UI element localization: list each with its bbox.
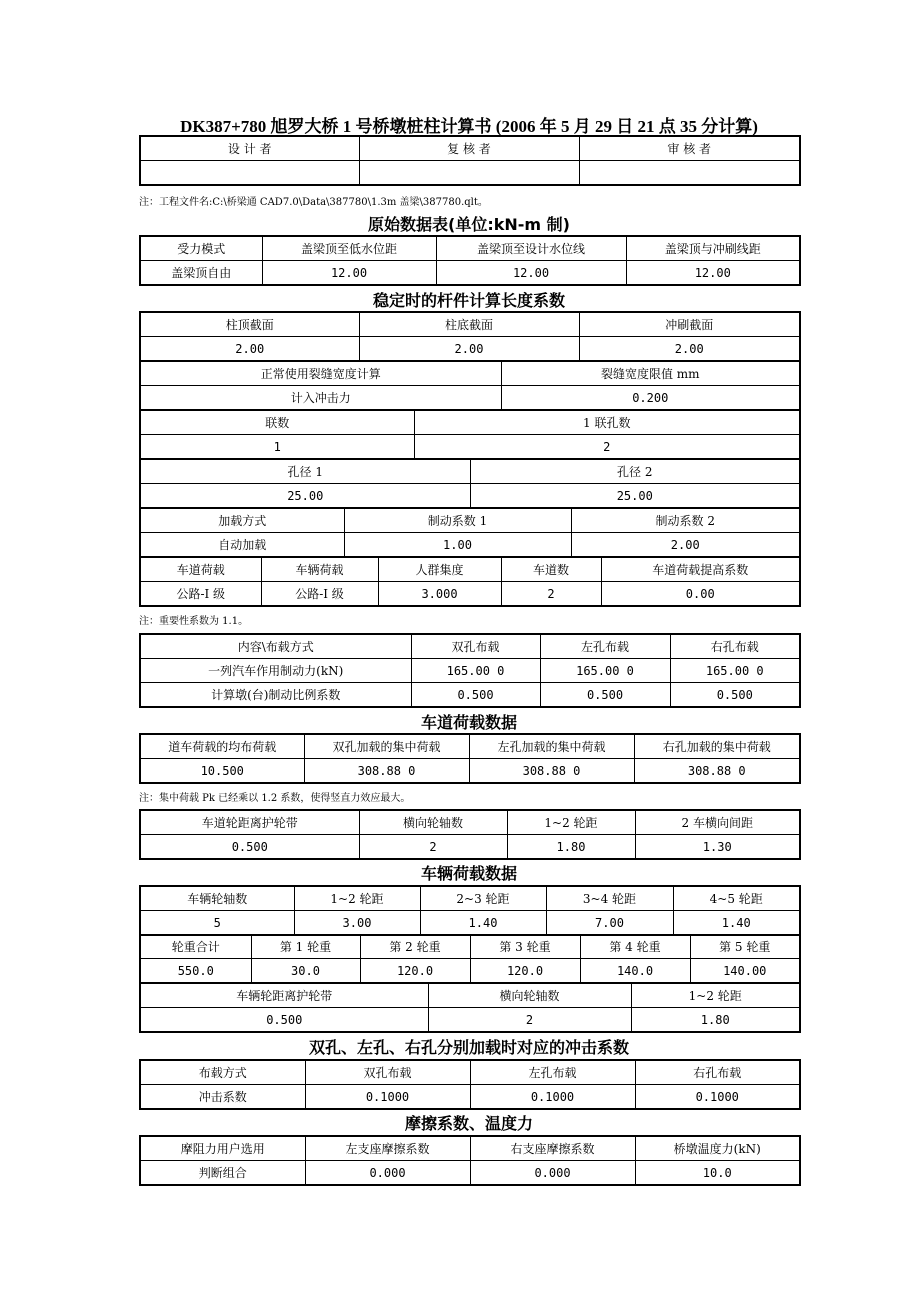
lane-load-header: 右孔加载的集中荷载 (634, 734, 800, 759)
stability-cell: 2.00 (140, 337, 359, 362)
approver-value (579, 161, 800, 186)
wheel-weight-header: 第 2 轮重 (360, 935, 470, 959)
document-title: DK387+780 旭罗大桥 1 号桥墩桩柱计算书 (2006 年 5 月 29 日 21 点 35 分计算) (180, 117, 758, 136)
stability-table (139, 311, 801, 362)
wheel-weight-header: 第 1 轮重 (251, 935, 360, 959)
axle-header: 车辆轮轴数 (140, 886, 294, 911)
impact-cell: 0.1000 (635, 1085, 800, 1110)
impact-header: 右孔布载 (635, 1060, 800, 1085)
section-lane-title: 车道荷载数据 (420, 713, 517, 732)
raw-cell: 12.00 (262, 261, 436, 286)
impact-header: 双孔布载 (305, 1060, 470, 1085)
lane-wheel-cell: 1.80 (507, 835, 635, 860)
hole-header: 孔径 1 (140, 460, 470, 484)
braking-header: 右孔布载 (670, 634, 800, 659)
lane-wheel-header: 车道轮距离护轮带 (140, 810, 359, 835)
axle-cell: 1.40 (673, 911, 800, 936)
lane-wheel-table (139, 809, 801, 860)
lane-wheel-cell: 2 (359, 835, 507, 860)
impact-cell: 0.1000 (470, 1085, 635, 1110)
lane-type-cell: 3.000 (378, 582, 501, 607)
pk-note: 注：集中荷载 Pk 已经乘以 1.2 系数，使得竖直力效应最大。 (139, 793, 411, 804)
wheel-weight-header: 第 3 轮重 (470, 935, 580, 959)
lane-type-header: 车辆荷载 (261, 558, 378, 582)
lane-wheel-cell: 0.500 (140, 835, 359, 860)
axle-header: 2~3 轮距 (420, 886, 546, 911)
lane-load-table (139, 733, 801, 784)
span-cell: 1 (140, 435, 414, 460)
stability-header: 柱底截面 (359, 312, 579, 337)
hole-header: 孔径 2 (470, 460, 800, 484)
axle-cell: 5 (140, 911, 294, 936)
braking-cell: 165.00 0 (670, 659, 800, 683)
span-cell: 2 (414, 435, 800, 460)
lane-wheel-header: 横向轮轴数 (359, 810, 507, 835)
crack-cell: 计入冲击力 (140, 386, 501, 411)
axle-cell: 7.00 (546, 911, 673, 936)
wheel-weight-cell: 120.0 (470, 959, 580, 984)
vehicle-wheel-header: 1~2 轮距 (631, 984, 800, 1008)
braking-row-label: 一列汽车作用制动力(kN) (140, 659, 411, 683)
span-header: 1 联孔数 (414, 411, 800, 435)
approver-label: 审 核 者 (579, 136, 800, 161)
reviewer-label: 复 核 者 (359, 136, 579, 161)
axle-cell: 1.40 (420, 911, 546, 936)
vehicle-wheel-cell: 0.500 (140, 1008, 428, 1033)
friction-cell: 0.000 (305, 1161, 470, 1186)
lane-load-header: 左孔加载的集中荷载 (469, 734, 634, 759)
friction-header: 左支座摩擦系数 (305, 1136, 470, 1161)
braking-cell: 165.00 0 (411, 659, 540, 683)
lane-type-header: 人群集度 (378, 558, 501, 582)
axle-table (139, 885, 801, 936)
braking-header: 双孔布载 (411, 634, 540, 659)
wheel-weight-cell: 140.00 (690, 959, 800, 984)
lane-type-cell: 2 (501, 582, 601, 607)
vehicle-wheel-header: 车辆轮距离护轮带 (140, 984, 428, 1008)
impact-header: 布载方式 (140, 1060, 305, 1085)
wheel-weight-cell: 30.0 (251, 959, 360, 984)
axle-header: 1~2 轮距 (294, 886, 420, 911)
lane-type-header: 车道数 (501, 558, 601, 582)
friction-header: 桥墩温度力(kN) (635, 1136, 800, 1161)
braking-cell: 165.00 0 (540, 659, 670, 683)
lane-type-cell: 公路-I 级 (261, 582, 378, 607)
section-friction-title: 摩擦系数、温度力 (404, 1114, 533, 1133)
section-raw-title: 原始数据表(单位:kN-m 制) (368, 215, 570, 234)
impact-header: 左孔布载 (470, 1060, 635, 1085)
friction-cell: 判断组合 (140, 1161, 305, 1186)
wheel-weight-cell: 140.0 (580, 959, 690, 984)
stability-header: 柱顶截面 (140, 312, 359, 337)
lane-type-cell: 公路-I 级 (140, 582, 261, 607)
lane-load-header: 双孔加载的集中荷载 (304, 734, 469, 759)
raw-header: 受力模式 (140, 236, 262, 261)
brake-coef-table (139, 508, 801, 558)
span-table (139, 410, 801, 460)
lane-load-cell: 308.88 0 (304, 759, 469, 784)
brake-coef-header: 制动系数 2 (571, 509, 800, 533)
braking-header: 左孔布载 (540, 634, 670, 659)
wheel-weight-cell: 120.0 (360, 959, 470, 984)
brake-coef-cell: 2.00 (571, 533, 800, 558)
axle-cell: 3.00 (294, 911, 420, 936)
lane-wheel-cell: 1.30 (635, 835, 800, 860)
impact-cell: 冲击系数 (140, 1085, 305, 1110)
braking-row-label: 计算墩(台)制动比例系数 (140, 683, 411, 708)
impact-table (139, 1059, 801, 1110)
lane-type-header: 车道荷载 (140, 558, 261, 582)
file-note: 注：工程文件名:C:\桥梁通 CAD7.0\Data\387780\1.3m 盖梁\387780.qlt。 (139, 197, 488, 208)
wheel-weight-table (139, 934, 801, 984)
lane-type-header: 车道荷载提高系数 (601, 558, 800, 582)
brake-coef-cell: 自动加载 (140, 533, 344, 558)
axle-header: 4~5 轮距 (673, 886, 800, 911)
wheel-weight-cell: 550.0 (140, 959, 251, 984)
crack-header: 裂缝宽度限值 mm (501, 362, 800, 386)
crack-cell: 0.200 (501, 386, 800, 411)
lane-load-cell: 308.88 0 (634, 759, 800, 784)
brake-coef-header: 制动系数 1 (344, 509, 571, 533)
raw-cell: 12.00 (436, 261, 626, 286)
friction-table (139, 1135, 801, 1186)
hole-cell: 25.00 (140, 484, 470, 509)
raw-header: 盖梁顶与冲刷线距 (626, 236, 800, 261)
vehicle-wheel-table (139, 983, 801, 1033)
raw-cell: 盖梁顶自由 (140, 261, 262, 286)
impact-cell: 0.1000 (305, 1085, 470, 1110)
brake-coef-header: 加载方式 (140, 509, 344, 533)
wheel-weight-header: 第 5 轮重 (690, 935, 800, 959)
section-impact-title: 双孔、左孔、右孔分别加载时对应的冲击系数 (308, 1038, 629, 1057)
vehicle-wheel-cell: 1.80 (631, 1008, 800, 1033)
hole-table (139, 459, 801, 509)
crack-header: 正常使用裂缝宽度计算 (140, 362, 501, 386)
raw-header: 盖梁顶至设计水位线 (436, 236, 626, 261)
friction-header: 右支座摩擦系数 (470, 1136, 635, 1161)
importance-note: 注：重要性系数为 1.1。 (139, 616, 249, 627)
vehicle-wheel-header: 横向轮轴数 (428, 984, 631, 1008)
braking-header: 内容\布载方式 (140, 634, 411, 659)
lane-type-cell: 0.00 (601, 582, 800, 607)
crack-table (139, 361, 801, 411)
brake-coef-cell: 1.00 (344, 533, 571, 558)
wheel-weight-header: 轮重合计 (140, 935, 251, 959)
lane-load-cell: 10.500 (140, 759, 304, 784)
lane-wheel-header: 1~2 轮距 (507, 810, 635, 835)
span-header: 联数 (140, 411, 414, 435)
braking-cell: 0.500 (540, 683, 670, 708)
vehicle-wheel-cell: 2 (428, 1008, 631, 1033)
lane-load-cell: 308.88 0 (469, 759, 634, 784)
stability-cell: 2.00 (579, 337, 800, 362)
braking-cell: 0.500 (670, 683, 800, 708)
wheel-weight-header: 第 4 轮重 (580, 935, 690, 959)
friction-header: 摩阻力用户选用 (140, 1136, 305, 1161)
lane-load-header: 道车荷载的均布荷载 (140, 734, 304, 759)
raw-cell: 12.00 (626, 261, 800, 286)
lane-type-table (139, 557, 801, 607)
sign-table (139, 135, 801, 186)
braking-cell: 0.500 (411, 683, 540, 708)
braking-force-table (139, 633, 801, 708)
lane-wheel-header: 2 车横向间距 (635, 810, 800, 835)
hole-cell: 25.00 (470, 484, 800, 509)
section-vehicle-title: 车辆荷载数据 (420, 864, 517, 883)
reviewer-value (359, 161, 579, 186)
stability-header: 冲刷截面 (579, 312, 800, 337)
raw-table (139, 235, 801, 286)
section-stability-title: 稳定时的杆件计算长度系数 (372, 291, 565, 310)
designer-value (140, 161, 359, 186)
axle-header: 3~4 轮距 (546, 886, 673, 911)
friction-cell: 10.0 (635, 1161, 800, 1186)
designer-label: 设 计 者 (140, 136, 359, 161)
raw-header: 盖梁顶至低水位距 (262, 236, 436, 261)
stability-cell: 2.00 (359, 337, 579, 362)
friction-cell: 0.000 (470, 1161, 635, 1186)
